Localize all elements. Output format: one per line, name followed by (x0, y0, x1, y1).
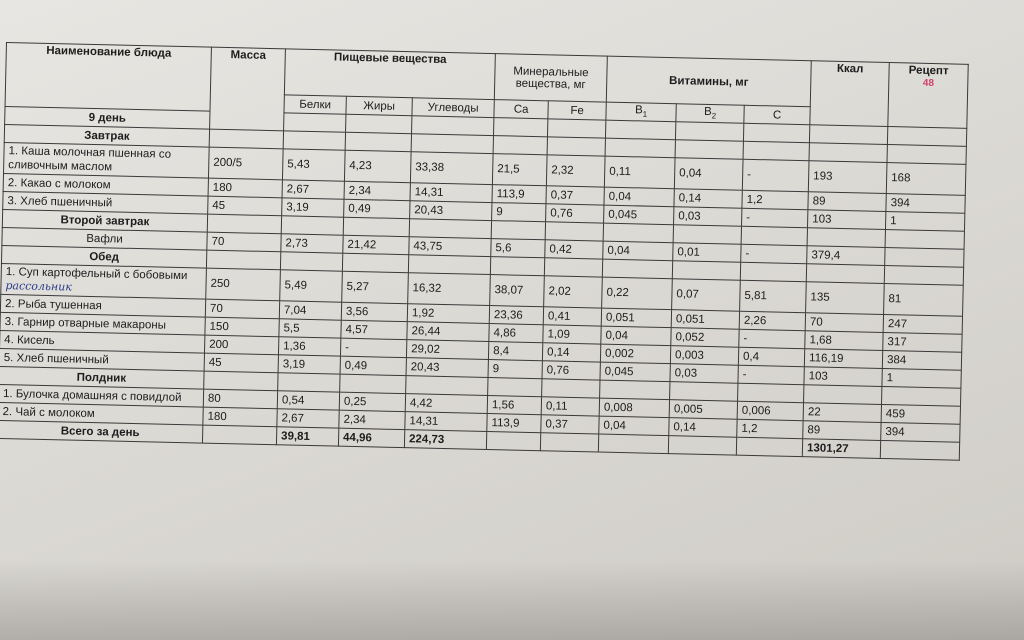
b2-cell: 0,005 (669, 400, 737, 420)
b1-cell: 0,11 (604, 156, 675, 189)
section-label: Полдник (0, 366, 204, 389)
protein-cell: 3,19 (278, 355, 340, 374)
recipe-cell: 81 (884, 283, 964, 316)
kcal-cell: 116,19 (804, 349, 882, 369)
b1-cell: 0,045 (604, 205, 674, 225)
kcal-cell: 379,4 (807, 246, 885, 266)
col-mass-header: Масса (210, 47, 286, 131)
dish-name: 5. Хлеб пшеничный (0, 348, 204, 371)
mass-cell: 70 (205, 299, 279, 319)
c-cell: 0,4 (738, 347, 804, 366)
fat-cell: 2,34 (344, 181, 410, 200)
recipe-cell: 1 (882, 368, 961, 388)
carbs-cell: 20,43 (406, 358, 488, 378)
kcal-cell: 89 (803, 421, 881, 441)
section-label: Обед (1, 245, 206, 268)
dish-name: 1. Суп картофельный с бобовыми рассольник (1, 263, 207, 299)
paper-shadow (0, 560, 1024, 640)
fe-cell: 2,02 (544, 276, 603, 308)
dish-name: 2. Рыба тушенная (0, 294, 205, 317)
fat-cell: 4,23 (344, 150, 411, 182)
b2-letter: B (703, 106, 712, 119)
col-vitamins-header: Витамины, мг (606, 56, 811, 107)
c-cell: 1,2 (737, 419, 803, 438)
dish-name: 4. Кисель (0, 330, 205, 353)
day-label: 9 день (5, 106, 210, 129)
fat-cell: - (340, 338, 406, 357)
section-label: Завтрак (4, 124, 209, 147)
protein-cell: 0,54 (277, 391, 339, 410)
protein-cell: 2,67 (277, 409, 339, 428)
b2-cell: 0,14 (674, 189, 742, 209)
b2-cell: 0,03 (670, 364, 738, 384)
b1-cell: 0,002 (600, 344, 670, 364)
fe-cell: 0,76 (546, 204, 604, 223)
col-recipe-header (888, 63, 968, 129)
recipe-handwritten-mark: 48 (922, 77, 935, 90)
b2-cell: 0,04 (674, 158, 743, 191)
total-fat: 44,96 (338, 428, 404, 447)
recipe-cell: 394 (886, 194, 965, 214)
carbs-cell: 29,02 (406, 340, 488, 360)
b2-cell: 0,052 (671, 328, 739, 348)
fe-cell: 0,14 (542, 343, 600, 362)
dish-name: 2. Чай с молоком (0, 402, 203, 425)
mass-cell: 150 (205, 317, 279, 337)
ca-cell: 23,36 (489, 306, 543, 325)
col-b2-header (676, 104, 744, 124)
ca-cell: 38,07 (490, 275, 545, 307)
c-cell: 5,81 (740, 280, 807, 312)
b2-cell: 0,051 (671, 310, 739, 330)
mass-cell: 180 (203, 407, 277, 427)
c-cell: - (741, 244, 807, 263)
kcal-cell: 22 (803, 403, 881, 423)
kcal-cell: 135 (806, 282, 885, 315)
carbs-cell: 33,38 (410, 152, 493, 185)
section-label: Второй завтрак (2, 209, 207, 232)
ca-cell: 9 (492, 203, 546, 222)
ca-cell: 4,86 (489, 324, 543, 343)
col-protein-header: Белки (284, 95, 346, 114)
col-c-header: C (744, 105, 810, 124)
col-fat-header: Жиры (346, 96, 412, 115)
fe-cell: 0,42 (545, 240, 603, 259)
kcal-cell: 193 (808, 161, 887, 194)
col-carbs-header: Углеводы (412, 98, 494, 118)
carbs-cell: 43,75 (409, 237, 491, 257)
fat-cell: 5,27 (342, 271, 409, 303)
b2-cell: 0,07 (672, 279, 741, 312)
fat-cell: 0,49 (340, 356, 406, 375)
recipe-cell (885, 247, 964, 267)
c-cell: 2,26 (739, 311, 805, 330)
fat-cell: 0,49 (344, 199, 410, 218)
protein-cell: 2,73 (281, 234, 343, 253)
recipe-cell: 168 (886, 163, 966, 196)
protein-cell: 1,36 (278, 337, 340, 356)
mass-cell: 70 (207, 232, 281, 252)
menu-table (0, 42, 969, 461)
dish-name: 3. Хлеб пшеничный (3, 191, 208, 214)
ca-cell: 113,9 (492, 185, 546, 204)
kcal-cell: 103 (808, 210, 886, 230)
kcal-cell: 70 (805, 313, 883, 333)
kcal-cell: 103 (804, 367, 882, 387)
b1-cell: 0,04 (603, 241, 673, 261)
mass-cell: 250 (206, 268, 281, 301)
fe-cell: 0,37 (546, 186, 604, 205)
col-fe-header: Fe (548, 101, 606, 120)
mass-cell: 200/5 (208, 147, 283, 180)
ca-cell: 9 (488, 360, 542, 379)
b1-letter: B (634, 104, 643, 117)
fe-cell: 2,32 (546, 155, 605, 187)
fe-cell: 0,37 (541, 415, 599, 434)
b1-cell: 0,008 (599, 398, 669, 418)
fat-cell: 2,34 (339, 410, 405, 429)
fat-cell: 21,42 (343, 235, 409, 254)
mass-cell: 180 (208, 178, 282, 198)
c-cell: 0,006 (737, 401, 803, 420)
c-cell: - (742, 208, 808, 227)
kcal-cell: 89 (808, 192, 886, 212)
total-carbs: 224,73 (404, 430, 486, 450)
carbs-cell: 16,32 (408, 273, 491, 306)
total-label: Всего за день (0, 420, 203, 443)
carbs-cell: 1,92 (407, 304, 489, 324)
fat-cell: 4,57 (341, 320, 407, 339)
col-minerals-header: Минеральные вещества, мг (494, 54, 607, 103)
b2-cell: 0,003 (670, 346, 738, 366)
total-protein: 39,81 (276, 427, 338, 446)
ca-cell: 1,56 (487, 396, 541, 415)
mass-cell: 200 (204, 335, 278, 355)
mass-cell: 80 (203, 389, 277, 409)
ca-cell: 8,4 (488, 342, 542, 361)
b1-cell: 0,22 (602, 277, 673, 310)
b1-cell: 0,045 (600, 362, 670, 382)
dish-name: 3. Гарнир отварные макароны (0, 312, 205, 335)
c-cell: - (742, 159, 809, 191)
carbs-cell: 14,31 (405, 412, 487, 432)
fat-cell: 0,25 (339, 392, 405, 411)
b2-cell: 0,01 (673, 243, 741, 263)
mass-cell: 45 (204, 353, 278, 373)
c-cell: - (739, 329, 805, 348)
carbs-cell: 4,42 (405, 394, 487, 414)
recipe-cell: 394 (881, 422, 960, 442)
recipe-header-label: Рецепт (908, 64, 949, 78)
handwritten-note: рассольник (5, 279, 73, 294)
b1-cell: 0,04 (599, 416, 669, 436)
protein-cell: 2,67 (282, 180, 344, 199)
fe-cell: 0,41 (543, 307, 601, 326)
protein-cell: 5,5 (279, 319, 341, 338)
fat-cell: 3,56 (341, 302, 407, 321)
b2-cell: 0,14 (669, 418, 737, 438)
c-cell: 1,2 (742, 190, 808, 209)
b2-subscript: 2 (711, 111, 717, 121)
recipe-cell: 317 (883, 332, 962, 352)
fe-cell: 0,76 (542, 361, 600, 380)
b1-cell: 0,04 (601, 326, 671, 346)
ca-cell: 113,9 (487, 414, 541, 433)
dish-name: 1. Булочка домашняя с повидлой (0, 384, 204, 407)
b1-cell: 0,04 (604, 187, 674, 207)
dish-name: 2. Какао с молоком (3, 173, 208, 196)
protein-cell: 3,19 (282, 198, 344, 217)
b1-subscript: 1 (642, 110, 648, 120)
protein-cell: 5,43 (282, 149, 345, 181)
ca-cell: 21,5 (492, 154, 547, 186)
col-kcal-header: Ккал (810, 61, 889, 127)
fe-cell: 1,09 (543, 325, 601, 344)
carbs-cell: 26,44 (407, 322, 489, 342)
dish-name: Вафли (2, 227, 207, 250)
ca-cell: 5,6 (491, 239, 545, 258)
dish-name: 1. Каша молочная пшенная со сливочным маслом (4, 142, 210, 178)
carbs-cell: 14,31 (410, 183, 492, 203)
mass-cell: 45 (208, 196, 282, 216)
fe-cell: 0,11 (541, 397, 599, 416)
menu-sheet (0, 42, 968, 461)
recipe-cell: 384 (882, 350, 961, 370)
recipe-cell: 1 (886, 212, 965, 232)
kcal-cell: 1,68 (805, 331, 883, 351)
recipe-cell: 459 (881, 404, 960, 424)
b2-cell: 0,03 (674, 207, 742, 227)
col-b1-header (606, 102, 676, 122)
c-cell: - (738, 365, 804, 384)
carbs-cell: 20,43 (410, 201, 492, 221)
total-kcal: 1301,27 (802, 439, 880, 459)
protein-cell: 5,49 (280, 270, 343, 302)
protein-cell: 7,04 (279, 301, 341, 320)
recipe-cell: 247 (883, 314, 962, 334)
col-nutrients-header: Пищевые вещества (284, 49, 495, 100)
col-name-header: Наименование блюда (5, 43, 211, 112)
col-ca-header: Ca (494, 100, 548, 119)
b1-cell: 0,051 (601, 308, 671, 328)
